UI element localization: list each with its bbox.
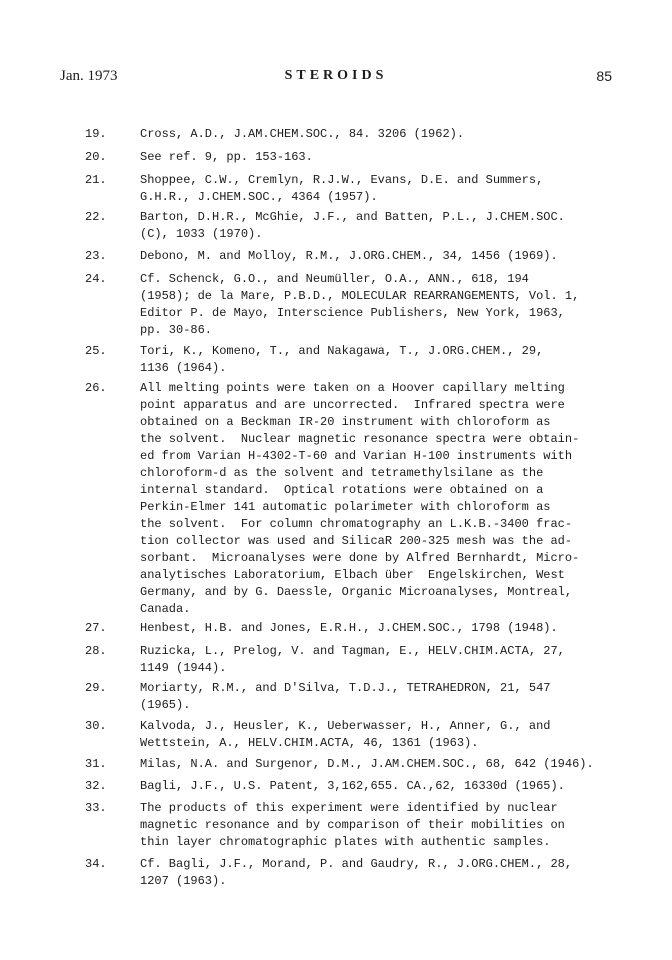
- reference-number: 22.: [85, 210, 107, 224]
- reference-text: Bagli, J.F., U.S. Patent, 3,162,655. CA.,62, 16330d (1965).: [140, 779, 565, 793]
- reference-text: All melting points were taken on a Hoover capillary melting point apparatus and are uncorrected. Infrared spectra were obtained on a Beckman IR-20 instrument with chloroform as the solvent. Nuclear magnetic resonance spectra were obtain- ed from Varian H-4302-T-60 and Varian H-100 instruments with chloroform-d as the solvent and tetramethylsilane as the internal standard. Optical rotations were obtained on a Perkin-Elmer 141 automatic polarimeter with chloroform as the solvent. For column chromatography an L.K.B.-3400 frac- tion collector was used and SilicaR 200-325 mesh was the ad- sorbant. Microanalyses were done by Alfred Bernhardt, Micro- analytisches Laboratorium, Elbach über Engelskirchen, West Germany, and by G. Daessle, Organic Microanalyses, Montreal, Canada.: [140, 381, 580, 616]
- reference-text: Debono, M. and Molloy, R.M., J.ORG.CHEM., 34, 1456 (1969).: [140, 249, 558, 263]
- reference-text: Barton, D.H.R., McGhie, J.F., and Batten, P.L., J.CHEM.SOC. (C), 1033 (1970).: [140, 210, 565, 241]
- reference-number: 26.: [85, 381, 107, 395]
- reference-text: Ruzicka, L., Prelog, V. and Tagman, E., HELV.CHIM.ACTA, 27, 1149 (1944).: [140, 644, 565, 675]
- issue-date: Jan. 1973: [60, 68, 118, 84]
- reference-number: 27.: [85, 621, 107, 635]
- reference-text: Milas, N.A. and Surgenor, D.M., J.AM.CHEM.SOC., 68, 642 (1946).: [140, 757, 594, 771]
- reference-number: 33.: [85, 801, 107, 815]
- reference-text: Tori, K., Komeno, T., and Nakagawa, T., J.ORG.CHEM., 29, 1136 (1964).: [140, 344, 544, 375]
- reference-text: Moriarty, R.M., and D'Silva, T.D.J., TETRAHEDRON, 21, 547 (1965).: [140, 681, 551, 712]
- reference-text: Cross, A.D., J.AM.CHEM.SOC., 84. 3206 (1962).: [140, 127, 465, 141]
- reference-number: 29.: [85, 681, 107, 695]
- reference-text: Cf. Schenck, G.O., and Neumüller, O.A., ANN., 618, 194 (1958); de la Mare, P.B.D., MOLECULAR REARRANGEMENTS, Vol. 1, Editor P. de Mayo, Interscience Publishers, New York, 1963, pp. 30-86.: [140, 272, 580, 337]
- reference-text: Kalvoda, J., Heusler, K., Ueberwasser, H., Anner, G., and Wettstein, A., HELV.CHIM.ACTA, 46, 1361 (1963).: [140, 719, 551, 750]
- reference-number: 34.: [85, 857, 107, 871]
- page-number: 85: [596, 68, 612, 84]
- reference-number: 28.: [85, 644, 107, 658]
- reference-text: Henbest, H.B. and Jones, E.R.H., J.CHEM.SOC., 1798 (1948).: [140, 621, 558, 635]
- reference-text: The products of this experiment were identified by nuclear magnetic resonance and by comparison of their mobilities on thin layer chromatographic plates with authentic samples.: [140, 801, 565, 849]
- reference-number: 21.: [85, 173, 107, 187]
- journal-title: STEROIDS: [284, 68, 388, 83]
- reference-number: 25.: [85, 344, 107, 358]
- reference-text: Shoppee, C.W., Cremlyn, R.J.W., Evans, D.E. and Summers, G.H.R., J.CHEM.SOC., 4364 (1957).: [140, 173, 544, 204]
- reference-text: Cf. Bagli, J.F., Morand, P. and Gaudry, R., J.ORG.CHEM., 28, 1207 (1963).: [140, 857, 573, 888]
- reference-number: 23.: [85, 249, 107, 263]
- reference-number: 24.: [85, 272, 107, 286]
- reference-number: 20.: [85, 150, 107, 164]
- page-header: [60, 68, 612, 92]
- reference-number: 30.: [85, 719, 107, 733]
- reference-text: See ref. 9, pp. 153-163.: [140, 150, 313, 164]
- reference-number: 19.: [85, 127, 107, 141]
- reference-number: 32.: [85, 779, 107, 793]
- reference-number: 31.: [85, 757, 107, 771]
